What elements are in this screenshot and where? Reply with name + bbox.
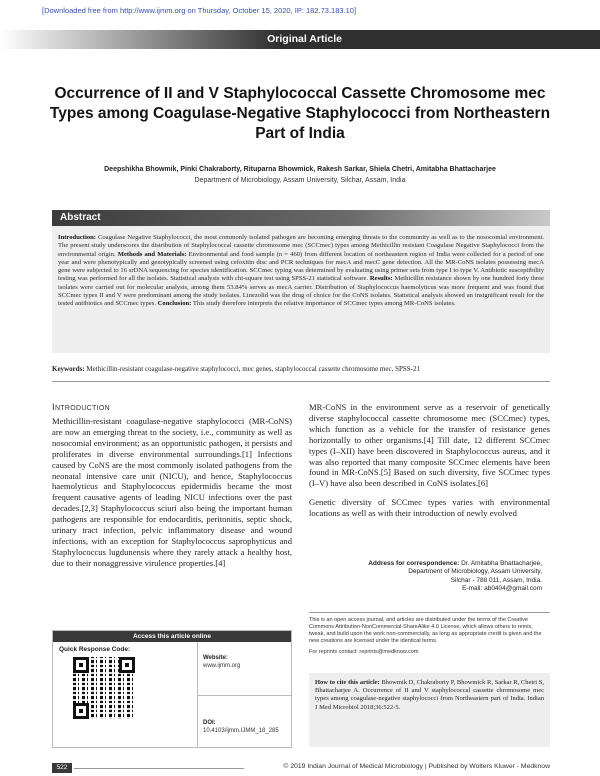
correspondence-line-2: Silchar - 788 011, Assam, India.: [450, 576, 542, 584]
abstract-heading: Abstract: [60, 212, 101, 223]
abstract-methods-text: Environmental and food sample (n = 460) from different location of northeastern region of India were collected for a period of one year and were phenotypically and genotypically screened using cefoxitin disc and PCR techniques for mecA and mecC gene detection. All the MR-CoNS isolates possessing mecA gene were subjected to 16 srDNA sequencing for species identification. SCCmec typing was determined by evaluating using primer sets from type I to type V. Antibiotic susceptibility testing was performed for all the isolates. Statistical analysis with chi-square test using SPSS-21 statistical software.: [58, 250, 544, 283]
qr-label: Quick Response Code:: [59, 646, 131, 653]
introduction-paragraph-3: Genetic diversity of SCCmec types varies with environmental locations as well as with their introduction of newly evolved: [309, 497, 550, 519]
abstract-heading-bar: [52, 210, 550, 226]
qr-code-icon[interactable]: [73, 657, 135, 719]
affiliation: Department of Microbiology, Assam University, Silchar, Assam, India: [194, 177, 406, 184]
correspondence-line-1: Department of Microbiology, Assam University,: [408, 568, 542, 576]
reprints-contact[interactable]: For reprints contact: reprints@medknow.com: [309, 649, 419, 655]
divider: [52, 381, 550, 382]
keywords: [52, 365, 550, 373]
page-number: 522: [52, 763, 72, 773]
keywords-label: Keywords:: [52, 365, 85, 373]
license-notice: [309, 612, 550, 656]
footer-rule: [74, 768, 244, 769]
abstract-results-label: Results:: [369, 275, 393, 283]
left-column: [52, 402, 292, 569]
qr-finder-top-right: [119, 657, 135, 673]
right-column: [309, 402, 550, 519]
abstract-results-text: Methicillin resistance shown by one hundred forty three isolates were carried out for molecular analysis, among them 53.84% serves as mecA carrier. Distribution of Staphylococcus haemolyticus was more frequent and was found that SCCmec types II and V were predominant among the study isolates. Linezolid was the drug of choice for the CoNS isolates. Statistical analysis showed an insignificant result for the tested antibiotics and SCCmec types.: [58, 275, 544, 308]
correspondence-email[interactable]: E-mail: ab0404@gmail.com: [462, 584, 542, 592]
introduction-heading: Introduction: [52, 402, 110, 413]
abstract-text: [58, 234, 544, 309]
introduction-paragraph-2: MR-CoNS in the environment serve as a reservoir of genetically diverse staphylococcal cassette chromosome mec (SCCmec) types, which function as a vehicle for the transfer of resistance genes horizontally to other organisms.[4] Till date, 12 different SCCmec types (I–XII) have been discovered in Staphylococcus aureus, and it was also reported that many composite SCCmec elements have been found in MR-CoNS.[5] Based on such diversity, five SCCmec types (I–V) have also been described in CoNS isolates.[6]: [309, 402, 550, 489]
keywords-text: Methicillin-resistant coagulase-negative staphylococci, mec genes, staphylococcal cassette chromosome mec, SPSS-21: [86, 365, 420, 373]
abstract-panel: [52, 226, 550, 353]
access-online-box: [52, 630, 292, 748]
website-link[interactable]: www.ijmm.org: [203, 663, 241, 669]
abstract-conclusion-label: Conclusion:: [157, 300, 192, 308]
author-list: Deepshikha Bhowmik, Pinki Chakraborty, Rituparna Bhowmick, Rakesh Sarkar, Shiela Chetri, Amitabha Bhattacharjee: [104, 166, 496, 173]
correspondence-label: Address for correspondence:: [368, 560, 460, 567]
article-type: Original Article: [267, 33, 342, 45]
download-banner-link[interactable]: [Downloaded free from http://www.ijmm.org on Thursday, October 15, 2020, IP: 182.73.183.10]: [42, 6, 357, 15]
qr-finder-bottom-left: [73, 703, 89, 719]
abstract-intro-text: Coagulase Negative Staphylococci, the most commonly isolated pathogen are becoming emerging threats to the community as well as to the nosocomial environment. The present study underscores the distribution of Staphylococcal cassette chromosome mec (SCCmec) types among Methicillin resistant Coagulase Negative Staphylococci from the environmental origin.: [58, 234, 544, 258]
abstract-methods-label: Methods and Materials:: [117, 250, 187, 258]
footer-copyright: © 2019 Indian Journal of Medical Microbiology | Published by Wolters Kluwer - Medknow: [283, 763, 550, 770]
license-text: This is an open access journal, and articles are distributed under the terms of the Creative Commons Attribution-NonCommercial-ShareAlike 4.0 License, which allows others to remix, tweak, and build upon the work non-commercially, as long as appropriate credit is given and the new creations are licensed under the identical terms.: [309, 617, 542, 644]
citation-text: Bhowmik D, Chakraborty P, Bhowmick R, Sarkar R, Chetri S, Bhattacharjee A. Occurrence of II and V staphylococcal cassette chromosome mec types among coagulase-negative staphylococci from Northeastern part of India. Indian J Med Microbiol 2018;36:522-5.: [315, 679, 544, 711]
website-label: Website:: [203, 655, 228, 661]
access-heading: Access this article online: [53, 631, 291, 642]
access-horizontal-divider: [197, 695, 292, 696]
citation-label: How to cite this article:: [315, 679, 380, 686]
correspondence-block: [340, 560, 542, 593]
bar-gradient: [0, 30, 280, 49]
article-title: Occurrence of II and V Staphylococcal Cassette Chromosome mec Types among Coagulase-Negative Staphylococci from Northeastern Part of India: [49, 85, 551, 142]
abstract-intro-label: Introduction:: [58, 234, 96, 241]
introduction-paragraph-1: Methicillin-resistant coagulase-negative staphylococci (MR-CoNS) are now an emerging threat to the society, i.e., community as well as nosocomial environment; as an opportunistic pathogen, it persists and proliferates in diverse environmental surroundings.[1] Infections caused by CoNS are the most commonly isolated pathogens from the neonatal intensive care unit (NICU), and hence, Staphylococcus haemolyticus and Staphylococcus epidermidis became the most frequent causative agents of leading NICU infections over the past decades.[2,3] Staphylococcus sciuri also being the important human pathogens are responsible for endocarditis, peritonitis, septic shock, urinary tract infection, pelvic inflammatory disease and wound infections, with an exception for Staphylococcus saprophyticus and Staphylococcus lugdunensis where they rarely attack a healthy host, due to their nonaggressive virulence properties.[4]: [52, 416, 292, 568]
correspondence-name: Dr. Amitabha Bhattacharjee,: [461, 560, 542, 567]
page-footer: [52, 763, 550, 774]
doi-label: DOI:: [203, 720, 216, 726]
qr-finder-top-left: [73, 657, 89, 673]
article-type-bar: [0, 30, 600, 49]
doi-link[interactable]: 10.4103/ijmm.IJMM_18_285: [203, 728, 279, 734]
citation-panel: [309, 673, 550, 747]
abstract-conclusion-text: This study therefore interprets the relative importance of SCCmec types among MR-CoNS isolates.: [192, 300, 456, 308]
